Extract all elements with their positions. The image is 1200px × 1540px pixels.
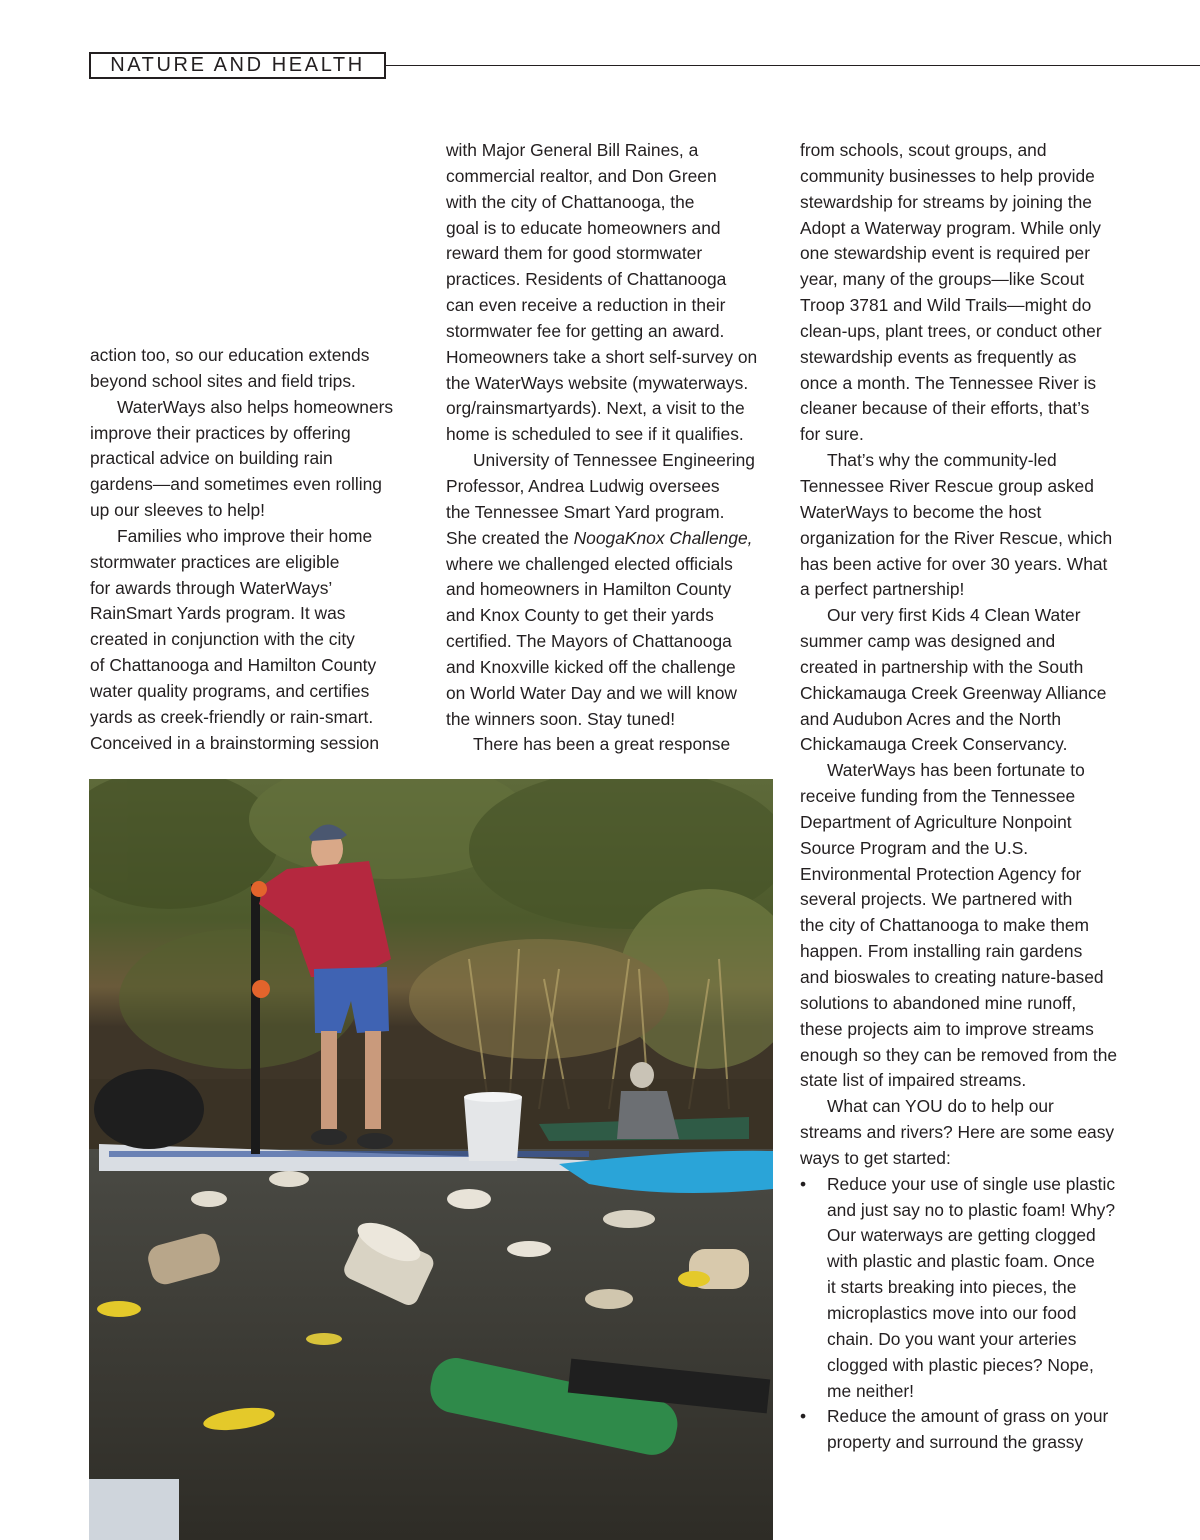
text-line: practices. Residents of Chattanooga	[446, 269, 727, 290]
creek-water	[89, 1149, 773, 1540]
text-line: and Knox County to get their yards	[446, 605, 714, 626]
text-line: cleaner because of their efforts, that’s	[800, 398, 1090, 419]
bucket	[464, 1097, 522, 1161]
text-line: action too, so our education extends	[90, 345, 370, 365]
text-line: property and surround the grassy	[827, 1432, 1084, 1453]
text-line: improve their practices by offering	[90, 422, 351, 443]
text-line: receive funding from the Tennessee	[800, 786, 1076, 807]
text-line: yards as creek-friendly or rain-smart.	[90, 706, 374, 727]
text-line: happen. From installing rain gardens	[800, 941, 1083, 962]
text-line: stewardship for streams by joining the	[800, 191, 1092, 212]
section-label-box	[89, 52, 386, 79]
text-line: with Major General Bill Raines, a	[446, 140, 699, 160]
text-line: That’s why the community-led	[827, 450, 1057, 471]
text-line: water quality programs, and certifies	[90, 680, 370, 701]
text-line: it starts breaking into pieces, the	[827, 1277, 1077, 1298]
text-line: the city of Chattanooga to make them	[800, 915, 1090, 936]
text-line: WaterWays to become the host	[800, 501, 1042, 522]
text-line: and homeowners in Hamilton County	[446, 579, 732, 600]
bullet-icon: •	[800, 1173, 807, 1194]
text-line: where we challenged elected officials	[446, 553, 733, 574]
text-line: summer camp was designed and	[800, 631, 1056, 652]
paddler-glove	[252, 980, 270, 998]
text-line: stewardship events as frequently as	[800, 346, 1077, 367]
text-line: Our waterways are getting clogged	[827, 1225, 1096, 1246]
text-line: created in conjunction with the city	[90, 629, 355, 650]
text-line: several projects. We partnered with	[800, 889, 1073, 910]
text-line	[446, 526, 757, 552]
text-line: up our sleeves to help!	[90, 500, 265, 521]
text-line: me neither!	[827, 1380, 914, 1401]
text-line: and Audubon Acres and the North	[800, 708, 1062, 729]
text-line: on World Water Day and we will know	[446, 682, 737, 703]
text-line: of Chattanooga and Hamilton County	[90, 655, 377, 676]
text-line: org/rainsmartyards). Next, a visit to the	[446, 398, 745, 419]
text-line: a perfect partnership!	[800, 579, 965, 600]
text-line: Homeowners take a short self-survey on	[446, 346, 758, 367]
bullet-item	[800, 1404, 1117, 1430]
text-line: University of Tennessee Engineering	[473, 450, 755, 471]
paddler-shoe-left	[311, 1129, 347, 1145]
text-line: with plastic and plastic foam. Once	[827, 1251, 1095, 1272]
text-line: chain. Do you want your arteries	[827, 1328, 1077, 1349]
text-segment: She created the	[446, 527, 574, 548]
article-column-1	[90, 343, 393, 757]
text-line: Families who improve their home	[117, 525, 373, 546]
bullet-text: Reduce your use of single use plastic	[827, 1173, 1116, 1194]
text-line: There has been a great response	[473, 734, 731, 755]
text-line: reward them for good stormwater	[446, 243, 703, 264]
text-line: Conceived in a brainstorming session	[90, 732, 380, 753]
text-line: created in partnership with the South	[800, 656, 1084, 677]
text-line: Adopt a Waterway program. While only	[800, 217, 1101, 238]
paddler-leg-right	[365, 1031, 381, 1129]
text-line: home is scheduled to see if it qualifies.	[446, 424, 744, 445]
paddle	[251, 884, 260, 1154]
text-line: clean-ups, plant trees, or conduct other	[800, 320, 1102, 341]
text-line: What can YOU do to help our	[827, 1096, 1054, 1117]
text-line: Source Program and the U.S.	[800, 837, 1029, 858]
text-line: solutions to abandoned mine runoff,	[800, 992, 1077, 1013]
article-column-3	[800, 138, 1117, 1456]
text-line: Chickamauga Creek Greenway Alliance	[800, 682, 1107, 703]
text-line: Environmental Protection Agency for	[800, 863, 1082, 884]
text-line: the winners soon. Stay tuned!	[446, 708, 676, 729]
text-line: and just say no to plastic foam! Why?	[827, 1199, 1116, 1220]
text-line: these projects aim to improve streams	[800, 1018, 1094, 1039]
text-line: Department of Agriculture Nonpoint	[800, 811, 1072, 832]
creek-cleanup-photo	[89, 779, 773, 1540]
header-rule	[386, 65, 1200, 66]
section-label: NATURE AND HEALTH	[110, 54, 365, 76]
text-line: WaterWays has been fortunate to	[827, 760, 1085, 781]
text-line: from schools, scout groups, and	[800, 140, 1047, 160]
text-line: and Knoxville kicked off the challenge	[446, 656, 736, 677]
challenge-name: NoogaKnox Challenge,	[573, 527, 753, 548]
kayaker-head	[630, 1062, 654, 1088]
text-line: gardens—and sometimes even rolling	[90, 474, 382, 495]
text-line: has been active for over 30 years. What	[800, 553, 1108, 574]
text-line: once a month. The Tennessee River is	[800, 372, 1097, 393]
text-line: Chickamauga Creek Conservancy.	[800, 734, 1068, 755]
text-line: one stewardship event is required per	[800, 243, 1091, 264]
text-line: RainSmart Yards program. It was	[90, 603, 346, 624]
paddler-leg-left	[321, 1031, 337, 1129]
text-line: enough so they can be removed from the	[800, 1044, 1118, 1065]
text-line: Troop 3781 and Wild Trails—might do	[800, 295, 1092, 316]
bullet-icon: •	[800, 1406, 807, 1427]
text-line: can even receive a reduction in their	[446, 295, 726, 316]
paddler-glove	[251, 881, 267, 897]
paddler-shoe-right	[357, 1133, 393, 1149]
text-line: Professor, Andrea Ludwig oversees	[446, 475, 720, 496]
text-line: beyond school sites and field trips.	[90, 370, 356, 391]
text-line: state list of impaired streams.	[800, 1070, 1027, 1091]
text-line: WaterWays also helps homeowners	[117, 396, 394, 417]
text-line: the Tennessee Smart Yard program.	[446, 501, 725, 522]
trash-bag	[94, 1069, 204, 1149]
text-line: stormwater fee for getting an award.	[446, 320, 725, 341]
text-line: ways to get started:	[800, 1147, 951, 1168]
bullet-text: Reduce the amount of grass on your	[827, 1406, 1109, 1427]
text-line: and bioswales to creating nature-based	[800, 967, 1104, 987]
text-line: for awards through WaterWays’	[90, 577, 333, 598]
text-line: stormwater practices are eligible	[90, 551, 340, 572]
text-line: for sure.	[800, 424, 864, 445]
text-line: community businesses to help provide	[800, 165, 1095, 186]
text-line: microplastics move into our food	[827, 1302, 1077, 1323]
text-line: clogged with plastic pieces? Nope,	[827, 1354, 1094, 1375]
text-line: Tennessee River Rescue group asked	[800, 475, 1094, 496]
text-line: year, many of the groups—like Scout	[800, 269, 1085, 290]
article-column-2	[446, 138, 757, 758]
text-line: the WaterWays website (mywaterways.	[446, 372, 749, 393]
text-line: Our very first Kids 4 Clean Water	[827, 605, 1081, 626]
text-line: streams and rivers? Here are some easy	[800, 1122, 1115, 1143]
bullet-item	[800, 1172, 1117, 1198]
text-line: with the city of Chattanooga, the	[446, 191, 695, 212]
text-line: goal is to educate homeowners and	[446, 217, 721, 238]
text-line: practical advice on building rain	[90, 448, 333, 469]
text-line: organization for the River Rescue, which	[800, 527, 1113, 548]
text-line: certified. The Mayors of Chattanooga	[446, 631, 732, 652]
text-line: commercial realtor, and Don Green	[446, 165, 717, 186]
